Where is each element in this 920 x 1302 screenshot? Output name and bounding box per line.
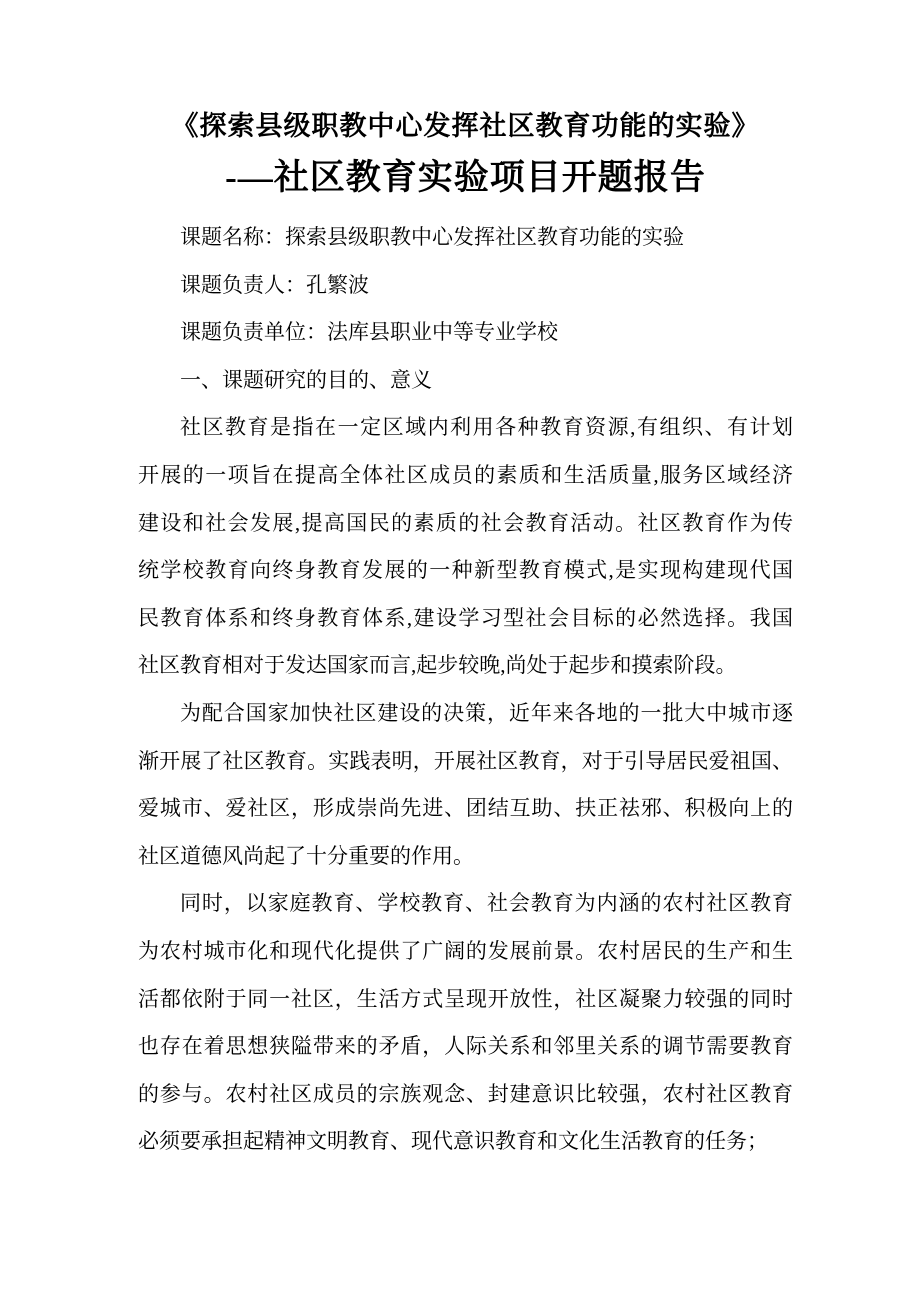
text-line: 社区教育是指在一定区域内利用各种教育资源,有组织、有计划 [180, 415, 793, 440]
text-line: 为配合国家加快社区建设的决策，近年来各地的一批大中城市逐 [180, 700, 793, 725]
meta-line-topic-name: 课题名称：探索县级职教中心发挥社区教育功能的实验 [180, 225, 684, 249]
text-line: 必须要承担起精神文明教育、现代意识教育和文化生活教育的任务； [138, 1129, 768, 1154]
doc-title-line2: -—社区教育实验项目开题报告 [225, 158, 706, 197]
text-line: 爱城市、爱社区，形成崇尚先进、团结互助、扶正祛邪、积极向上的 [138, 796, 793, 821]
paragraph-2 [138, 690, 793, 880]
text-line: 的参与。农村社区成员的宗族观念、封建意识比较强，农村社区教育 [138, 1081, 793, 1106]
doc-body [138, 214, 793, 1166]
text-line: 渐开展了社区教育。实践表明，开展社区教育，对于引导居民爱祖国、 [138, 748, 793, 773]
text-line: 民教育体系和终身教育体系,建设学习型社会目标的必然选择。我国 [138, 605, 793, 630]
text-line: 社区道德风尚起了十分重要的作用。 [138, 843, 474, 868]
text-line: 统学校教育向终身教育发展的一种新型教育模式,是实现构建现代国 [138, 558, 793, 583]
meta-line-unit: 课题负责单位：法库县职业中等专业学校 [180, 320, 558, 345]
text-line: 开展的一项旨在提高全体社区成员的素质和生活质量,服务区域经济 [138, 462, 793, 487]
text-line: 也存在着思想狭隘带来的矛盾，人际关系和邻里关系的调节需要教育 [138, 1034, 793, 1059]
text-line: 为农村城市化和现代化提供了广阔的发展前景。农村居民的生产和生 [138, 938, 793, 963]
text-line: 建设和社会发展,提高国民的素质的社会教育活动。社区教育作为传 [138, 510, 793, 535]
doc-title-line1: 《探索县级职教中心发挥社区教育功能的实验》 [171, 111, 760, 141]
paragraph-1 [138, 404, 793, 690]
section-heading-1: 一、课题研究的目的、意义 [180, 367, 432, 392]
text-line: 社区教育相对于发达国家而言,起步较晚,尚处于起步和摸索阶段。 [138, 653, 737, 678]
text-line: 活都依附于同一社区，生活方式呈现开放性，社区凝聚力较强的同时 [138, 986, 793, 1011]
text-line: 同时，以家庭教育、学校教育、社会教育为内涵的农村社区教育 [180, 891, 793, 916]
paragraph-3 [138, 880, 793, 1166]
meta-line-leader: 课题负责人：孔繁波 [180, 272, 369, 297]
